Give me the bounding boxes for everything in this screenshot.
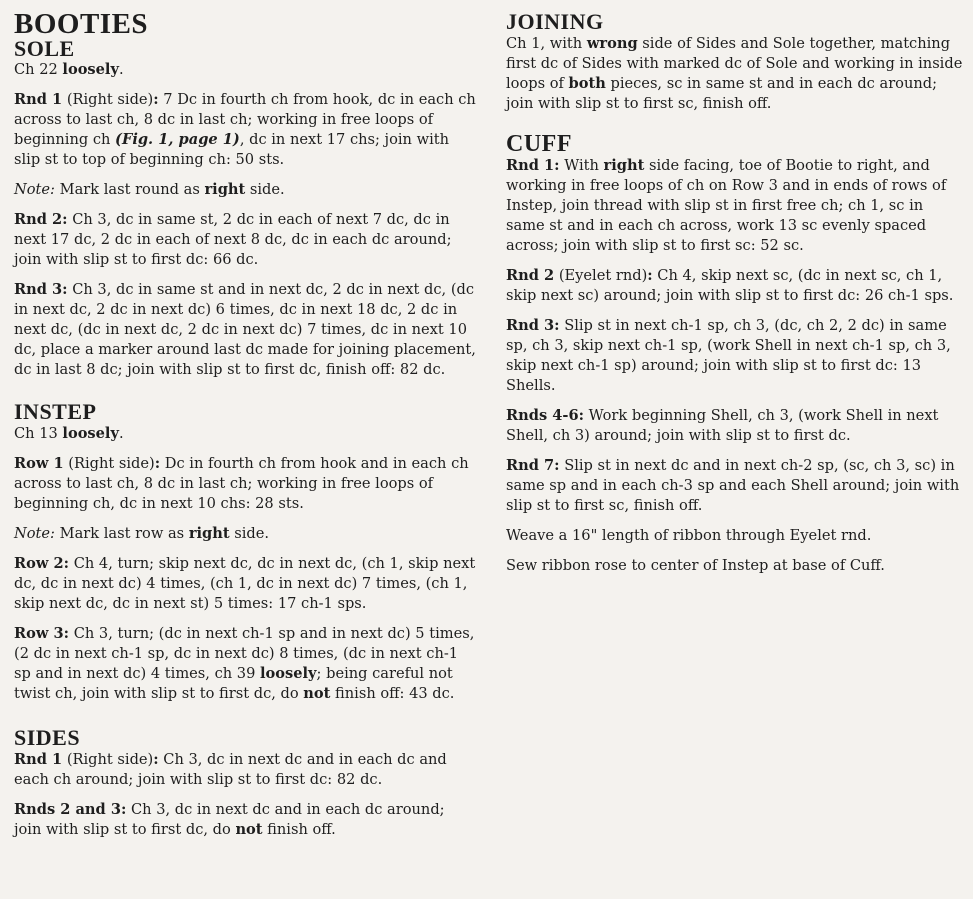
booties-title: BOOTIES [14,8,149,40]
sole-chain: Ch 22 loosely. [14,61,124,78]
instep-chain: Ch 13 loosely. [14,425,124,442]
instep-row-2: Row 2: Ch 4, turn; skip next dc, dc in next dc, (ch 1, skip next dc, dc in next dc) 4 times, (ch 1, dc in next dc) 7 times, (ch 1, skip next dc, dc in next st) 5 times: 17 ch-1 sps. [14,555,476,612]
sole-rnd-3: Rnd 3: Ch 3, dc in same st and in next dc, 2 dc in next dc, (dc in next dc, 2 dc in next dc) 6 times, dc in next 18 dc, 2 dc in next dc, (dc in next dc, 2 dc in next dc) 7 times, dc in next 10 dc, place a marker around last dc made for joining placement, dc in last 8 dc; join with slip st to first dc, finish off: 82 dc. [14,281,476,378]
cuff-rnds-4-6: Rnds 4-6: Work beginning Shell, ch 3, (work Shell in next Shell, ch 3) around; join with slip st to first dc. [506,407,939,444]
right-column [506,0,964,576]
left-column [14,0,476,840]
cuff-weave-note: Weave a 16" length of ribbon through Eyelet rnd. [506,527,872,544]
cuff-rnd-7: Rnd 7: Slip st in next dc and in next ch-2 sp, (sc, ch 3, sc) in same sp and in each ch-3 sp and each Shell around; join with slip st to first sc, finish off. [506,457,960,514]
sole-rnd-2: Rnd 2: Ch 3, dc in same st, 2 dc in each of next 7 dc, dc in next 17 dc, 2 dc in each of next 8 dc, dc in each dc around; join with slip st to first dc: 66 dc. [14,211,452,268]
cuff-rnd-2: Rnd 2 (Eyelet rnd): Ch 4, skip next sc, (dc in next sc, ch 1, skip next sc) around; join with slip st to first dc: 26 ch-1 sps. [506,267,954,304]
joining-heading: JOINING [506,9,604,34]
sole-rnd-1: Rnd 1 (Right side): 7 Dc in fourth ch from hook, dc in each ch across to last ch, 8 dc in last ch; working in free loops of beginning ch (Fig. 1, page 1), dc in next 17 chs; join with slip st to top of beginning ch: 50 sts. [14,91,476,168]
sole-note: Note: Mark last round as right side. [14,181,285,198]
instep-heading: INSTEP [14,399,97,424]
cuff-rnd-1: Rnd 1: With right side facing, toe of Bootie to right, and working in free loops of ch on Row 3 and in ends of rows of Instep, join thread with slip st in first free ch; ch 1, sc in same st and in each ch across, work 13 sc evenly spaced across; join with slip st to first sc: 52 sc. [506,157,947,254]
cuff-sew-note: Sew ribbon rose to center of Instep at base of Cuff. [506,557,885,574]
sides-rnd-1: Rnd 1 (Right side): Ch 3, dc in next dc and in each dc and each ch around; join with slip st to first dc: 82 dc. [14,751,447,788]
sides-heading: SIDES [14,725,81,750]
joining-text: Ch 1, with wrong side of Sides and Sole together, matching first dc of Sides with marked dc of Sole and working in inside loops of both pieces, sc in same st and in each dc around; join with slip st to first sc, finish off. [506,35,963,112]
instep-note: Note: Mark last row as right side. [14,525,270,542]
cuff-heading: CUFF [506,131,572,157]
cuff-rnd-3: Rnd 3: Slip st in next ch-1 sp, ch 3, (dc, ch 2, 2 dc) in same sp, ch 3, skip next ch-1 sp, (work Shell in next ch-1 sp, ch 3, skip next ch-1 sp) around; join with slip st to first dc: 13 Shells. [506,317,951,394]
instep-row-1: Row 1 (Right side): Dc in fourth ch from hook and in each ch across to last ch, 8 dc in last ch; working in free loops of beginning ch, dc in next 10 chs: 28 sts. [14,455,469,512]
instep-row-3: Row 3: Ch 3, turn; (dc in next ch-1 sp and in next dc) 5 times, (2 dc in next ch-1 sp, dc in next dc) 8 times, (dc in next ch-1 sp and in next dc) 4 times, ch 39 loosely; being careful not twist ch, join with slip st to first dc, do not finish off: 43 dc. [14,625,475,702]
sole-heading: SOLE [14,36,75,61]
sides-rnds-2-3: Rnds 2 and 3: Ch 3, dc in next dc and in each dc around; join with slip st to first dc, do not finish off. [14,801,445,838]
